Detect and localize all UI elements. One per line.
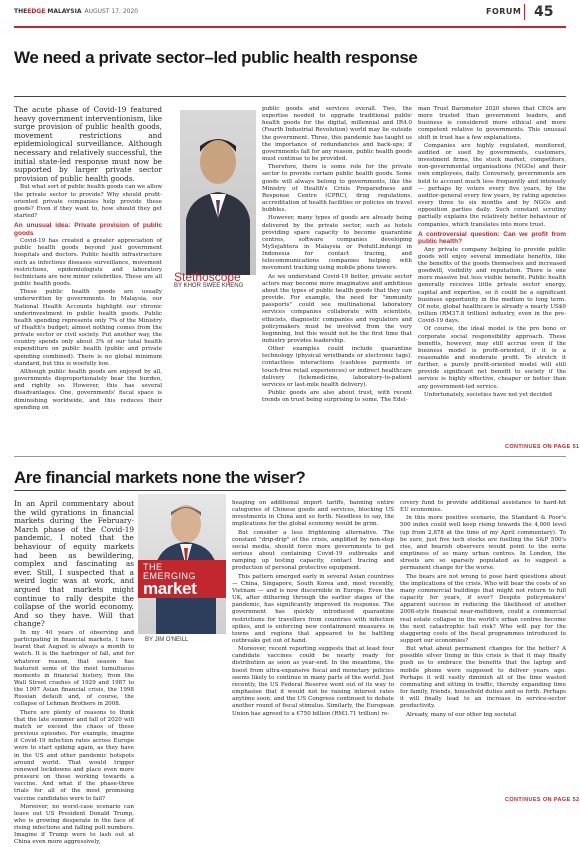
paragraph: But what sort of public health goods can we allow the private sector to provide? Why should profit-oriented private companies help provide these goods? Even if they want to, how should they get started?	[14, 184, 162, 219]
article2-column-2	[232, 500, 394, 805]
publication-brand: THEEDGE MALAYSIA AUGUST 17, 2020	[14, 8, 139, 15]
paragraph: However, many types of goods are already being delivered by the private sector, such as hotels providing spare capacity to become quarantine centres, software companies developing MySejahtera in Malaysia or PeduliLindungi in Indonesia for contact tracing, and telecommunications companies helping with movement tracking using mobile phone towers.	[262, 215, 412, 272]
paragraph: But what about permanent changes for the better? A possible silver lining in this crisis is that it may finally push us to embrace the benefits that the laptop and mobile phone were supposed to deliver years ago. Perhaps it will vastly diminish all of the time wasted commuting and sitting in traffic, thereby expanding time for family, friends, household duties and so forth. Perhaps it will finally lead to an increase in service-sector productivity.	[400, 646, 566, 710]
paragraph: Of course, the ideal model is the pro bono or corporate social responsibility approach. These benefits, however, may still accrue even if the business model is profit-oriented, if it is a reasonable and moderate profit. To stretch it further, a purely profit-oriented model will still provide significant net benefit to society if the service is highly effective, cheaper or better than any government-led service.	[418, 326, 566, 390]
paragraph: public goods and services overall. Two, the expertise needed to upgrade traditional public health goods for the digital, millennial and IR4.0 (Fourth Industrial Revolution) world may lie outside the government. Three, this pandemic has taught us the importance of redundancies and back-ups; if governments fall for any reason, public health goods must continue to be provided.	[262, 106, 412, 163]
article1-column-1	[14, 106, 162, 451]
paragraph: Therefore, there is some role for the private sector to provide certain public health goods. Some goods will always belong to governments, like the Ministry of Health's Crisis Preparedness and Response Centre (CPRC), drug regulations, accreditation of health facilities or policies on travel bubbles.	[262, 164, 412, 214]
paragraph: Companies are highly regulated, monitored, audited or sued by governments, customers, investment firms, the stock market, competitors, non-governmental organisations (NGOs) and their own employees, daily. Conversely, governments are held to account much less frequently and intensely — perhaps by voters every five years, by the auditor-general every few years, by rating agencies every three to six months and by NGOs and opposition parties daily. Such constant scrutiny partially explains the relatively better behaviour of companies, which translates into more trust.	[418, 142, 566, 228]
paragraph: Already, many of our other big societal	[406, 711, 517, 718]
masthead	[0, 0, 580, 22]
paragraph: Other examples could include quarantine technology (physical wristbands or electronic tags), contactless interactions (cashless payments or touch-free retail experiences) or indirect healthcare delivery (telemedicine, laboratory-to-patient services or last-mile health delivery).	[262, 346, 412, 388]
paragraph: These public health goods are usually underwritten by governments. In Malaysia, our National Health Accounts highlight our chronic underinvestment in public health goods. Public health spending represents only 7% of the Ministry of Health's budget; almost nothing comes from the private sector or civil society. Put another way, the country spends only about 3% of our total health expenditure on public health (public and private spending combined). There is no global minimum standard, but this is woefully low.	[14, 289, 162, 367]
page-number: 45	[534, 4, 554, 20]
paragraph: Moreover, recent reporting suggests that at least four candidate vaccines could be nearly ready for distribution as soon as year-end. In the meantime, the boost from ultra-expansive fiscal and monetary policies seems likely to continue in many parts of the world. Just recently, the US Federal Reserve went out of its way to emphasise that it would not be raising interest rates anytime soon, and the US Congress continued to debate another round of fiscal stimulus. Similarly, the European Union has agreed to a €750 billion (RM3.71 trillion) re-	[232, 646, 394, 717]
column-title-market: market	[143, 579, 197, 598]
article2-column-1	[14, 499, 134, 846]
article1-column-2	[262, 106, 412, 451]
paragraph: This pattern emerged early in several Asian countries — China, Singapore, South Korea and, most recently, Vietnam — and is now discernible in Europe. Even the UK, after dithering through the earlier stages of the pandemic, has significantly improved its response. The government has quickly introduced quarantine restrictions for travellers from countries with infection spikes, and is enforcing new containment measures in towns and regions that appeared to be battling outbreaks get out of hand.	[232, 573, 394, 644]
author-photo	[180, 110, 256, 275]
paragraph: Unfortunately, societies have not yet decided	[424, 391, 552, 398]
continues-link[interactable]: CONTINUES ON PAGE 51	[505, 444, 580, 450]
paragraph: In my 40 years of observing and participating in financial markets, I have learnt that August is always a month to watch. It is the harbinger of fall, and for whatever reason, that season has featured some of the most tumultuous moments in financial history, from the Wall Street crashes of 1929 and 1987 to the 1997 Asian financial crisis, the 1998 Russian default and, of course, the collapse of Lehman Brothers in 2008.	[14, 629, 134, 708]
paragraph: Public goods are also about trust, with recent trends on trust being surprising to some. The Edel-	[262, 390, 412, 404]
section-label: FORUM	[486, 7, 522, 16]
paragraph: The bears are not wrong to pose hard questions about the implications of the crisis. Who will bear the costs of so many commercial buildings that might not return to full capacity for years, if ever? Despite policymakers' apparent success in reducing the likelihood of another 2008-style financial near-meltdown, could a commercial real estate collapse in the world's urban centres become the next catastrophic tail risk? Who will pay for the staggering costs of the fiscal programmes introduced to support our economies?	[400, 573, 566, 644]
paragraph: In an April commentary about the wild gyrations in financial markets during the February-March phase of the Covid-19 pandemic, I noted that the behaviour of equity markets had been as bewildering, complex and fascinating as ever. Still, I suspected that a weird logic was at work, and argued that markets might continue to rally despite the collapse of the world economy. And so they have. Will that change?	[14, 499, 134, 629]
paragraph: man Trust Barometer 2020 shows that CEOs are more trusted than government leaders, and business is considered more ethical and more competent relative to governments. This unusual shift in trust has a few explanations.	[418, 106, 566, 141]
divider	[524, 4, 525, 20]
article-headline: We need a private sector–led public health response	[14, 48, 418, 67]
column-title: Stethoscope	[174, 270, 241, 284]
article-headline: Are financial markets none the wiser?	[14, 468, 306, 487]
column-title-emerging: EMERGING	[143, 571, 197, 581]
paragraph: Although public health goods are enjoyed by all, governments disproportionately bear the burden, and rightly so. However, this has several disadvantages. One, governments' fiscal space is diminishing worldwide, and this reduces their spending on	[14, 368, 162, 411]
article1-column-3	[418, 106, 566, 443]
paragraph: The acute phase of Covid-19 featured heavy government interventionism, like surge provision of public health goods, movement restrictions and epidemiological surveillance. Although necessary and relatively successful, the initial state-led response must now be supported by larger private sector provision of public health goods.	[14, 105, 162, 183]
issue-date: AUGUST 17, 2020	[84, 8, 139, 15]
article2-column-3	[400, 500, 566, 796]
subheading: A controversial question: Can we profit from public health?	[418, 230, 566, 246]
byline: BY JIM O'NEILL	[145, 637, 189, 643]
headline-rule	[14, 490, 566, 491]
paragraph: But consider a less frightening alternative. The constant "drip-drip" of the crisis, amplified by non-stop social media, should force more governments to get serious about containing Covid-19 outbreaks and ramping up testing capacity, contact tracing and production of personal protective equipment.	[232, 529, 394, 572]
top-rule	[14, 26, 566, 28]
paragraph: covery fund to provide additional assistance to hard-hit EU economies.	[400, 500, 566, 514]
paragraph: Any private company helping to provide public goods will enjoy several immediate benefits, like the benefits of the goods themselves and increased goodwill, visibility and reputation. There is one more massive but less visible benefit. Public health generally receives little private sector energy, capital and expertise, so it could be a significant business opportunity in the medium to long term. Of note, global healthcare is already a nearly US$9 trillion (RM37.8 trillion) industry, even in the pre-Covid-19 days.	[418, 246, 566, 325]
byline: BY KHOR SWEE KHENG	[174, 283, 244, 289]
subheading: An unusual idea: Private provision of public goods	[14, 222, 162, 237]
column-title-the: THE	[143, 562, 163, 572]
paragraph: In this more positive scenario, the Standard & Poor's 500 index could well keep rising towards the 4,000 level (up from 2,878 at the time of my April commentary). To be sure, just five tech stocks are fuelling the S&P 500's rise, and bearish observers would point to the eerie emptiness of so many urban centres. In London, the streets are so sparsely populated as to suggest a permanent change for the worse.	[400, 515, 566, 572]
paragraph: As we understand Covid-19 better, private sector actors may become more imaginative and ambitious about the types of public health goods that they can provide. For example, the need for "immunity passports" could see multinational laboratory services companies collaborate with scientists, ethicists, diagnostic companies and regulators and policymakers must be involved from the very beginning, but this would not be the first time that industry provides leadership.	[262, 273, 412, 344]
continues-link[interactable]: CONTINUES ON PAGE 52	[505, 797, 580, 803]
paragraph: heaping on additional import tariffs, banning entire categories of Chinese goods and services, blocking US investments in China and so forth. Needless to say, the implications for the global economy would be grim.	[232, 500, 394, 528]
paragraph: Covid-19 has created a greater appreciation of public health goods beyond just government hospitals and doctors. Public health infrastructure such as infectious diseases surveillance, movement restrictions, epidemiologists and laboratory technicians are now minor celebrities. These are all public health goods.	[14, 238, 162, 288]
paragraph: Moreover, no worst-case scenario can leave out US President Donald Trump, who is growing desperate in the face of rising infections and falling poll numbers. Imagine if Trump were to lash out at China even more aggressively,	[14, 803, 134, 846]
section-divider	[14, 456, 566, 457]
headline-rule	[14, 96, 566, 97]
paragraph: There are plenty of reasons to think that the late summer and fall of 2020 will match or exceed the chaos of these previous episodes. For example, imagine if Covid-19 infection rates across Europe were to start spiking again, as they have in the US and other pandemic hotspots around world. That would trigger renewed lockdowns and place even more pressure on those working towards a vaccine. And what if the phase-three trials for all of the most promising vaccine candidates were to fail?	[14, 709, 134, 802]
